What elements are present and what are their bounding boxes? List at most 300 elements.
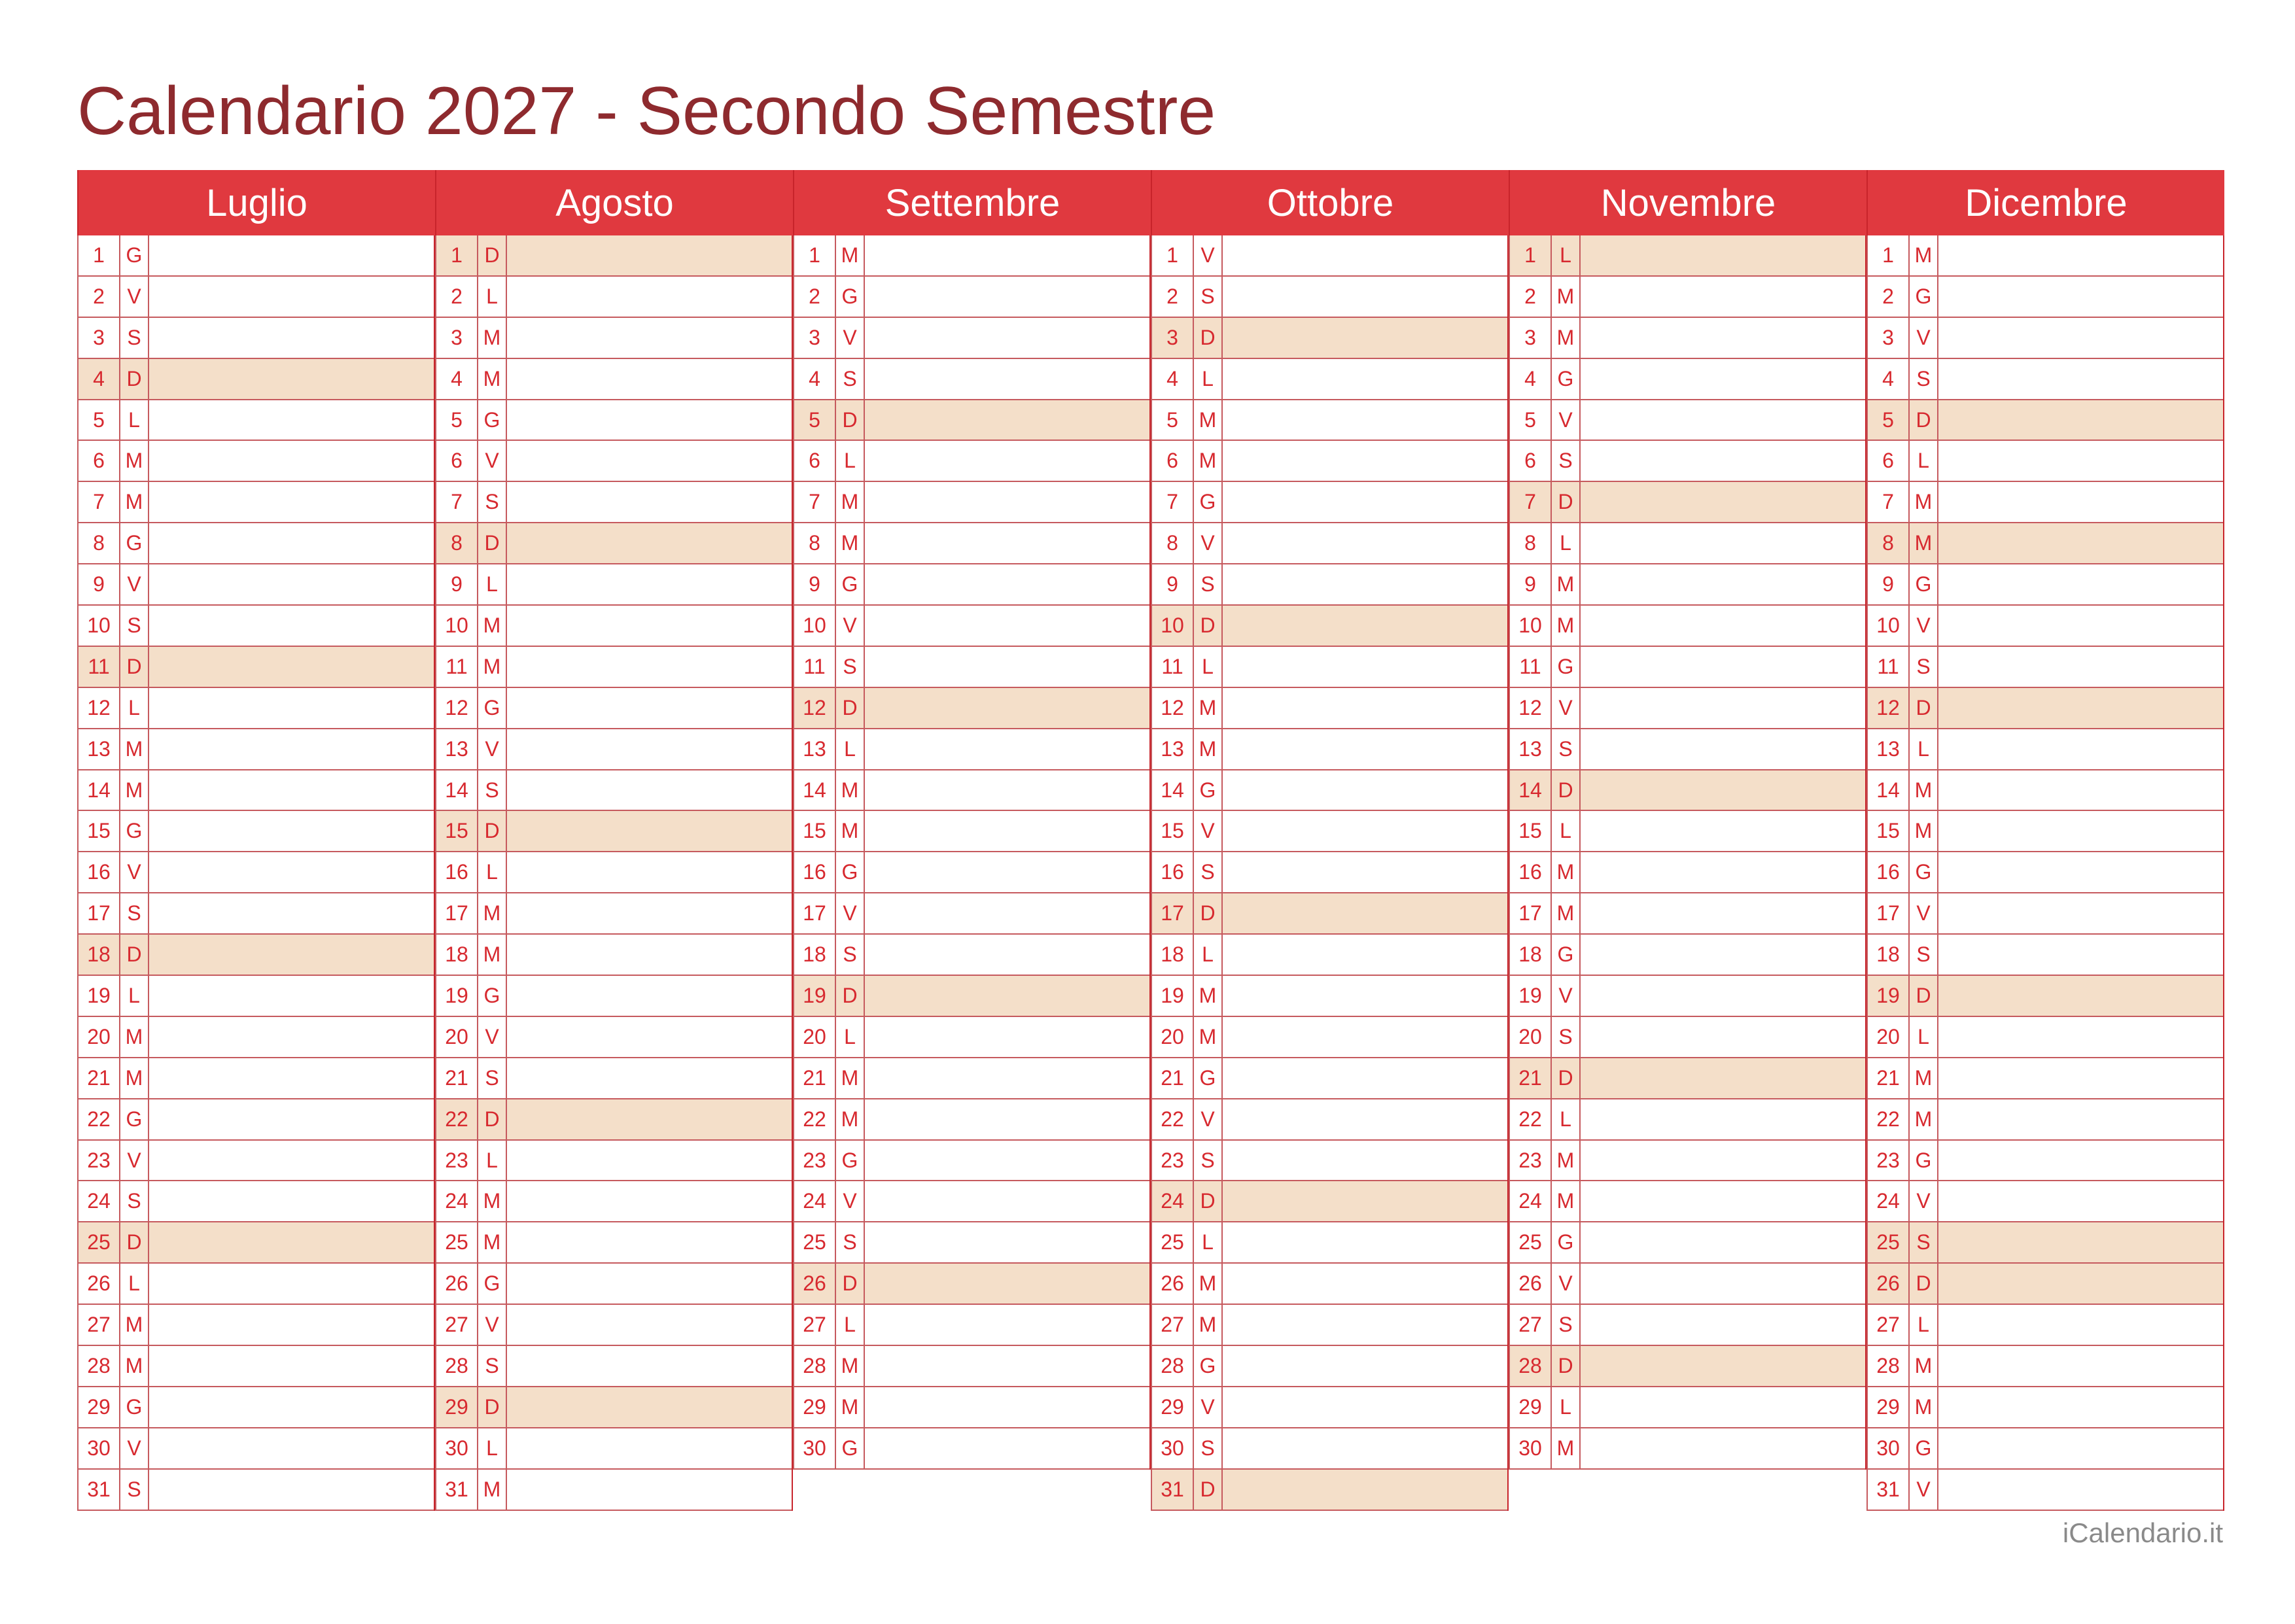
day-row[interactable] xyxy=(1509,1141,1865,1182)
day-note-cell[interactable] xyxy=(1223,482,1507,522)
day-row[interactable] xyxy=(1151,1305,1507,1346)
day-note-cell[interactable] xyxy=(1223,441,1507,481)
day-note-cell[interactable] xyxy=(1581,1181,1865,1221)
day-row[interactable] xyxy=(1151,1017,1507,1058)
day-row[interactable] xyxy=(793,935,1149,976)
day-row[interactable] xyxy=(1151,688,1507,729)
day-row[interactable] xyxy=(1866,564,2223,606)
day-note-cell[interactable] xyxy=(1223,852,1507,892)
day-row[interactable] xyxy=(1866,852,2223,893)
day-note-cell[interactable] xyxy=(1938,811,2223,851)
day-note-cell[interactable] xyxy=(1938,1181,2223,1221)
day-row[interactable] xyxy=(1509,564,1865,606)
day-note-cell[interactable] xyxy=(507,606,792,646)
day-row-holiday[interactable] xyxy=(1866,976,2223,1017)
day-note-cell[interactable] xyxy=(149,1264,434,1304)
day-note-cell[interactable] xyxy=(1938,277,2223,317)
day-note-cell[interactable] xyxy=(1938,1470,2223,1510)
day-note-cell[interactable] xyxy=(149,729,434,769)
day-row[interactable] xyxy=(435,400,792,441)
day-note-cell[interactable] xyxy=(1938,1428,2223,1468)
day-row[interactable] xyxy=(1866,729,2223,770)
day-row[interactable] xyxy=(793,1058,1149,1099)
day-note-cell[interactable] xyxy=(507,1264,792,1304)
day-row[interactable] xyxy=(77,811,434,852)
day-row[interactable] xyxy=(77,1264,434,1305)
day-row[interactable] xyxy=(77,1305,434,1346)
day-note-cell[interactable] xyxy=(507,852,792,892)
day-row[interactable] xyxy=(1509,1428,1865,1470)
day-row[interactable] xyxy=(77,482,434,523)
day-row[interactable] xyxy=(77,277,434,318)
day-note-cell[interactable] xyxy=(1223,1099,1507,1139)
day-note-cell[interactable] xyxy=(1581,318,1865,358)
day-row[interactable] xyxy=(1509,688,1865,729)
day-row[interactable] xyxy=(1866,1058,2223,1099)
day-note-cell[interactable] xyxy=(865,1387,1149,1427)
day-row[interactable] xyxy=(1151,523,1507,564)
day-note-cell[interactable] xyxy=(1223,359,1507,399)
day-note-cell[interactable] xyxy=(507,729,792,769)
day-note-cell[interactable] xyxy=(1938,647,2223,687)
day-note-cell[interactable] xyxy=(507,688,792,728)
day-note-cell[interactable] xyxy=(1223,564,1507,604)
day-row[interactable] xyxy=(793,852,1149,893)
day-note-cell[interactable] xyxy=(1938,359,2223,399)
day-row-holiday[interactable] xyxy=(1509,770,1865,812)
day-row[interactable] xyxy=(793,318,1149,359)
day-row[interactable] xyxy=(793,1017,1149,1058)
day-row[interactable] xyxy=(1509,976,1865,1017)
day-row[interactable] xyxy=(435,1428,792,1470)
day-note-cell[interactable] xyxy=(507,400,792,440)
day-row[interactable] xyxy=(1151,235,1507,277)
day-row[interactable] xyxy=(77,1141,434,1182)
day-row[interactable] xyxy=(1509,523,1865,564)
day-note-cell[interactable] xyxy=(865,235,1149,275)
day-note-cell[interactable] xyxy=(865,1222,1149,1262)
day-row-holiday[interactable] xyxy=(1151,318,1507,359)
day-row-holiday[interactable] xyxy=(1866,1264,2223,1305)
day-note-cell[interactable] xyxy=(1223,1141,1507,1181)
day-row-holiday[interactable] xyxy=(1151,606,1507,647)
day-note-cell[interactable] xyxy=(149,1058,434,1098)
day-row[interactable] xyxy=(435,1222,792,1264)
day-row-holiday[interactable] xyxy=(1509,1346,1865,1387)
day-row[interactable] xyxy=(435,647,792,688)
day-note-cell[interactable] xyxy=(149,606,434,646)
day-note-cell[interactable] xyxy=(149,811,434,851)
day-note-cell[interactable] xyxy=(507,1428,792,1468)
day-row[interactable] xyxy=(435,893,792,935)
day-row[interactable] xyxy=(77,318,434,359)
day-note-cell[interactable] xyxy=(149,1346,434,1386)
day-note-cell[interactable] xyxy=(149,400,434,440)
day-note-cell[interactable] xyxy=(1223,1470,1507,1510)
day-note-cell[interactable] xyxy=(1938,1387,2223,1427)
day-row-holiday[interactable] xyxy=(435,1099,792,1141)
day-row-holiday[interactable] xyxy=(1509,1058,1865,1099)
day-row[interactable] xyxy=(77,852,434,893)
day-note-cell[interactable] xyxy=(507,235,792,275)
footer-brand[interactable]: iCalendario.it xyxy=(2062,1517,2223,1548)
day-note-cell[interactable] xyxy=(1581,935,1865,975)
day-row[interactable] xyxy=(77,400,434,441)
day-note-cell[interactable] xyxy=(149,482,434,522)
day-row[interactable] xyxy=(1866,1017,2223,1058)
day-row[interactable] xyxy=(1151,1058,1507,1099)
day-row[interactable] xyxy=(1866,441,2223,482)
day-row[interactable] xyxy=(1151,1387,1507,1428)
day-row[interactable] xyxy=(793,359,1149,400)
day-note-cell[interactable] xyxy=(1938,1264,2223,1304)
day-row[interactable] xyxy=(793,1305,1149,1346)
day-note-cell[interactable] xyxy=(865,1264,1149,1304)
day-note-cell[interactable] xyxy=(507,277,792,317)
day-row[interactable] xyxy=(793,1099,1149,1141)
day-note-cell[interactable] xyxy=(149,770,434,810)
day-row-holiday[interactable] xyxy=(1509,482,1865,523)
day-note-cell[interactable] xyxy=(865,935,1149,975)
day-row-holiday[interactable] xyxy=(435,1387,792,1428)
day-row[interactable] xyxy=(793,811,1149,852)
day-row-holiday[interactable] xyxy=(793,400,1149,441)
day-row[interactable] xyxy=(1866,359,2223,400)
day-row[interactable] xyxy=(1866,318,2223,359)
day-row[interactable] xyxy=(1509,1099,1865,1141)
day-note-cell[interactable] xyxy=(1223,1222,1507,1262)
day-row[interactable] xyxy=(1866,1470,2223,1511)
day-note-cell[interactable] xyxy=(1223,935,1507,975)
day-row[interactable] xyxy=(1509,1264,1865,1305)
day-note-cell[interactable] xyxy=(507,935,792,975)
day-note-cell[interactable] xyxy=(865,1346,1149,1386)
day-note-cell[interactable] xyxy=(1223,893,1507,933)
day-row[interactable] xyxy=(1866,606,2223,647)
day-row[interactable] xyxy=(1151,811,1507,852)
day-note-cell[interactable] xyxy=(507,1099,792,1139)
day-note-cell[interactable] xyxy=(507,318,792,358)
day-note-cell[interactable] xyxy=(149,277,434,317)
day-row[interactable] xyxy=(77,523,434,564)
day-row[interactable] xyxy=(77,1470,434,1511)
day-row[interactable] xyxy=(1509,1387,1865,1428)
day-row[interactable] xyxy=(1151,770,1507,812)
day-row-holiday[interactable] xyxy=(1509,235,1865,277)
day-row[interactable] xyxy=(1509,277,1865,318)
day-row[interactable] xyxy=(1151,1428,1507,1470)
day-row[interactable] xyxy=(1151,647,1507,688)
day-note-cell[interactable] xyxy=(1938,770,2223,810)
day-note-cell[interactable] xyxy=(149,441,434,481)
day-row[interactable] xyxy=(1866,1387,2223,1428)
day-note-cell[interactable] xyxy=(1581,1222,1865,1262)
day-note-cell[interactable] xyxy=(1223,1346,1507,1386)
day-note-cell[interactable] xyxy=(1938,482,2223,522)
day-row-holiday[interactable] xyxy=(793,688,1149,729)
day-row[interactable] xyxy=(435,935,792,976)
day-row[interactable] xyxy=(793,441,1149,482)
day-note-cell[interactable] xyxy=(865,811,1149,851)
day-row[interactable] xyxy=(1151,852,1507,893)
day-note-cell[interactable] xyxy=(507,1222,792,1262)
day-note-cell[interactable] xyxy=(1223,729,1507,769)
day-row[interactable] xyxy=(77,770,434,812)
day-note-cell[interactable] xyxy=(1223,1017,1507,1057)
day-note-cell[interactable] xyxy=(507,523,792,563)
day-note-cell[interactable] xyxy=(865,1181,1149,1221)
day-row[interactable] xyxy=(793,606,1149,647)
day-note-cell[interactable] xyxy=(1938,523,2223,563)
day-note-cell[interactable] xyxy=(1223,277,1507,317)
day-row[interactable] xyxy=(77,1428,434,1470)
day-row[interactable] xyxy=(435,1141,792,1182)
day-note-cell[interactable] xyxy=(1223,976,1507,1016)
day-note-cell[interactable] xyxy=(865,1017,1149,1057)
day-row[interactable] xyxy=(1866,770,2223,812)
day-row[interactable] xyxy=(77,893,434,935)
day-note-cell[interactable] xyxy=(507,1181,792,1221)
day-note-cell[interactable] xyxy=(507,1017,792,1057)
day-row[interactable] xyxy=(1509,1181,1865,1222)
day-row[interactable] xyxy=(77,1181,434,1222)
day-row-holiday[interactable] xyxy=(1151,893,1507,935)
day-note-cell[interactable] xyxy=(1938,441,2223,481)
day-row[interactable] xyxy=(1151,1346,1507,1387)
day-note-cell[interactable] xyxy=(507,976,792,1016)
day-row[interactable] xyxy=(77,729,434,770)
day-row[interactable] xyxy=(793,1428,1149,1470)
day-row[interactable] xyxy=(793,1181,1149,1222)
day-row[interactable] xyxy=(1151,564,1507,606)
day-row[interactable] xyxy=(1866,893,2223,935)
day-row[interactable] xyxy=(1509,935,1865,976)
day-note-cell[interactable] xyxy=(1581,1264,1865,1304)
day-row[interactable] xyxy=(435,852,792,893)
day-note-cell[interactable] xyxy=(149,1017,434,1057)
day-note-cell[interactable] xyxy=(507,647,792,687)
day-note-cell[interactable] xyxy=(1938,1305,2223,1345)
day-note-cell[interactable] xyxy=(149,1099,434,1139)
day-note-cell[interactable] xyxy=(865,729,1149,769)
day-row[interactable] xyxy=(435,482,792,523)
day-note-cell[interactable] xyxy=(865,482,1149,522)
day-row[interactable] xyxy=(1509,647,1865,688)
day-row[interactable] xyxy=(1866,1141,2223,1182)
day-note-cell[interactable] xyxy=(1223,318,1507,358)
day-note-cell[interactable] xyxy=(1581,523,1865,563)
day-note-cell[interactable] xyxy=(149,523,434,563)
day-row[interactable] xyxy=(793,235,1149,277)
day-note-cell[interactable] xyxy=(149,935,434,975)
day-note-cell[interactable] xyxy=(149,318,434,358)
day-note-cell[interactable] xyxy=(1581,235,1865,275)
day-note-cell[interactable] xyxy=(149,1428,434,1468)
day-row[interactable] xyxy=(793,1222,1149,1264)
day-note-cell[interactable] xyxy=(1938,852,2223,892)
day-row[interactable] xyxy=(435,976,792,1017)
day-note-cell[interactable] xyxy=(1938,935,2223,975)
day-row[interactable] xyxy=(1151,277,1507,318)
day-note-cell[interactable] xyxy=(865,852,1149,892)
day-note-cell[interactable] xyxy=(1581,1099,1865,1139)
day-note-cell[interactable] xyxy=(149,688,434,728)
day-note-cell[interactable] xyxy=(865,1099,1149,1139)
day-row[interactable] xyxy=(77,1346,434,1387)
day-row[interactable] xyxy=(77,976,434,1017)
day-note-cell[interactable] xyxy=(865,318,1149,358)
day-row[interactable] xyxy=(793,893,1149,935)
day-note-cell[interactable] xyxy=(865,400,1149,440)
day-note-cell[interactable] xyxy=(507,1346,792,1386)
day-note-cell[interactable] xyxy=(1938,235,2223,275)
day-note-cell[interactable] xyxy=(149,976,434,1016)
day-row-holiday[interactable] xyxy=(77,935,434,976)
day-note-cell[interactable] xyxy=(865,441,1149,481)
day-note-cell[interactable] xyxy=(865,893,1149,933)
day-note-cell[interactable] xyxy=(1581,1346,1865,1386)
day-row[interactable] xyxy=(1866,1099,2223,1141)
day-note-cell[interactable] xyxy=(1223,770,1507,810)
day-note-cell[interactable] xyxy=(1581,976,1865,1016)
day-row[interactable] xyxy=(77,441,434,482)
day-row[interactable] xyxy=(1866,1428,2223,1470)
day-note-cell[interactable] xyxy=(1581,400,1865,440)
day-row[interactable] xyxy=(1509,852,1865,893)
day-note-cell[interactable] xyxy=(1581,729,1865,769)
day-row[interactable] xyxy=(1151,441,1507,482)
day-note-cell[interactable] xyxy=(1581,893,1865,933)
day-note-cell[interactable] xyxy=(865,770,1149,810)
day-note-cell[interactable] xyxy=(1938,1346,2223,1386)
day-row[interactable] xyxy=(793,1141,1149,1182)
day-note-cell[interactable] xyxy=(1581,1428,1865,1468)
day-note-cell[interactable] xyxy=(1581,1305,1865,1345)
day-note-cell[interactable] xyxy=(1938,976,2223,1016)
day-row-holiday[interactable] xyxy=(1866,400,2223,441)
day-row[interactable] xyxy=(793,647,1149,688)
day-row[interactable] xyxy=(77,235,434,277)
day-row[interactable] xyxy=(1151,400,1507,441)
day-note-cell[interactable] xyxy=(1581,482,1865,522)
day-note-cell[interactable] xyxy=(507,441,792,481)
day-note-cell[interactable] xyxy=(149,647,434,687)
day-row[interactable] xyxy=(793,729,1149,770)
day-row[interactable] xyxy=(1866,277,2223,318)
day-row-holiday[interactable] xyxy=(1866,688,2223,729)
day-row[interactable] xyxy=(793,770,1149,812)
day-note-cell[interactable] xyxy=(1223,606,1507,646)
day-note-cell[interactable] xyxy=(1938,688,2223,728)
day-row[interactable] xyxy=(793,564,1149,606)
day-note-cell[interactable] xyxy=(507,564,792,604)
day-row[interactable] xyxy=(435,1017,792,1058)
day-note-cell[interactable] xyxy=(149,359,434,399)
day-note-cell[interactable] xyxy=(149,1222,434,1262)
day-row[interactable] xyxy=(77,1017,434,1058)
day-row[interactable] xyxy=(1151,935,1507,976)
day-row[interactable] xyxy=(1866,811,2223,852)
day-row[interactable] xyxy=(435,688,792,729)
day-note-cell[interactable] xyxy=(865,523,1149,563)
day-row[interactable] xyxy=(1151,729,1507,770)
day-note-cell[interactable] xyxy=(507,1141,792,1181)
day-note-cell[interactable] xyxy=(1938,1058,2223,1098)
day-row-holiday[interactable] xyxy=(1866,523,2223,564)
day-row[interactable] xyxy=(1151,1099,1507,1141)
day-note-cell[interactable] xyxy=(1938,729,2223,769)
day-row[interactable] xyxy=(1151,1141,1507,1182)
day-row[interactable] xyxy=(77,606,434,647)
day-row[interactable] xyxy=(435,1305,792,1346)
day-note-cell[interactable] xyxy=(149,1305,434,1345)
day-note-cell[interactable] xyxy=(507,893,792,933)
day-note-cell[interactable] xyxy=(1581,606,1865,646)
day-note-cell[interactable] xyxy=(507,1058,792,1098)
day-note-cell[interactable] xyxy=(149,235,434,275)
day-note-cell[interactable] xyxy=(865,564,1149,604)
day-note-cell[interactable] xyxy=(865,606,1149,646)
day-row[interactable] xyxy=(435,318,792,359)
day-note-cell[interactable] xyxy=(1223,1181,1507,1221)
day-row[interactable] xyxy=(1866,235,2223,277)
day-row[interactable] xyxy=(1151,1264,1507,1305)
day-note-cell[interactable] xyxy=(1581,852,1865,892)
day-row[interactable] xyxy=(435,359,792,400)
day-note-cell[interactable] xyxy=(865,277,1149,317)
day-note-cell[interactable] xyxy=(1581,564,1865,604)
day-row[interactable] xyxy=(435,1181,792,1222)
day-row-holiday[interactable] xyxy=(435,235,792,277)
day-row[interactable] xyxy=(1509,441,1865,482)
day-row-holiday[interactable] xyxy=(77,1222,434,1264)
day-row-holiday[interactable] xyxy=(1866,1222,2223,1264)
day-note-cell[interactable] xyxy=(1223,1264,1507,1304)
day-note-cell[interactable] xyxy=(865,1428,1149,1468)
day-row[interactable] xyxy=(77,1387,434,1428)
day-row[interactable] xyxy=(793,1387,1149,1428)
day-note-cell[interactable] xyxy=(507,770,792,810)
day-row[interactable] xyxy=(435,1470,792,1511)
day-note-cell[interactable] xyxy=(1581,359,1865,399)
day-row[interactable] xyxy=(1509,318,1865,359)
day-note-cell[interactable] xyxy=(149,1470,434,1510)
day-row[interactable] xyxy=(1509,729,1865,770)
day-row[interactable] xyxy=(1151,359,1507,400)
day-note-cell[interactable] xyxy=(507,1305,792,1345)
day-row-holiday[interactable] xyxy=(435,523,792,564)
day-note-cell[interactable] xyxy=(1938,1141,2223,1181)
day-note-cell[interactable] xyxy=(1223,1428,1507,1468)
day-note-cell[interactable] xyxy=(1223,1387,1507,1427)
day-note-cell[interactable] xyxy=(149,1387,434,1427)
day-row-holiday[interactable] xyxy=(77,359,434,400)
day-note-cell[interactable] xyxy=(1223,400,1507,440)
day-note-cell[interactable] xyxy=(865,1305,1149,1345)
day-note-cell[interactable] xyxy=(865,647,1149,687)
day-note-cell[interactable] xyxy=(149,564,434,604)
day-note-cell[interactable] xyxy=(1223,647,1507,687)
day-note-cell[interactable] xyxy=(1581,811,1865,851)
day-row[interactable] xyxy=(435,564,792,606)
day-row-holiday[interactable] xyxy=(1151,1181,1507,1222)
day-note-cell[interactable] xyxy=(1938,1222,2223,1262)
day-note-cell[interactable] xyxy=(149,852,434,892)
day-row[interactable] xyxy=(77,1058,434,1099)
day-row[interactable] xyxy=(1509,606,1865,647)
day-note-cell[interactable] xyxy=(149,893,434,933)
day-row[interactable] xyxy=(1151,482,1507,523)
